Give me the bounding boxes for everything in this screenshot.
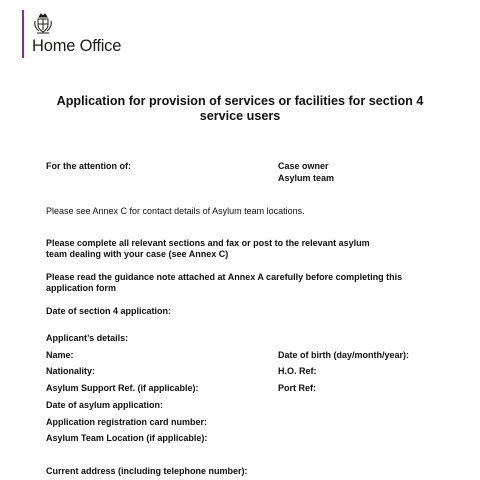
date-of-asylum-application-label: Date of asylum application: (46, 400, 164, 410)
attention-label: For the attention of: (46, 161, 131, 171)
form-title: Application for provision of services or facilities for section 4 service users (56, 94, 424, 123)
asylum-team-location-label: Asylum Team Location (if applicable): (46, 433, 208, 443)
instruction-fax-line-1: Please complete all relevant sections and fax or post to the relevant asylum (46, 238, 370, 248)
instruction-fax-line-2: team dealing with your case (see Annex C) (46, 249, 229, 259)
asylum-support-ref-label: Asylum Support Ref. (if applicable): (46, 383, 199, 393)
instruction-guidance-line-2: application form (46, 283, 117, 293)
date-of-application-label: Date of section 4 application: (46, 306, 172, 316)
royal-crest-icon (32, 12, 54, 34)
logo-accent-bar (22, 10, 24, 58)
current-address-label: Current address (including telephone number): (46, 466, 248, 476)
instruction-guidance-line-1: Please read the guidance note attached at Annex A carefully before completing this (46, 272, 403, 282)
dob-label: Date of birth (day/month/year): (278, 350, 410, 360)
annex-note: Please see Annex C for contact details of Asylum team locations. (46, 206, 305, 216)
name-label: Name: (46, 350, 74, 360)
nationality-label: Nationality: (46, 366, 96, 376)
home-office-logo (22, 10, 152, 58)
applicant-heading: Applicant’s details: (46, 333, 129, 343)
recipient-line-1: Case owner (278, 161, 329, 171)
recipient-line-2: Asylum team (278, 173, 335, 183)
org-name: Home Office (32, 37, 122, 55)
ho-ref-label: H.O. Ref: (278, 366, 317, 376)
arc-number-label: Application registration card number: (46, 417, 208, 427)
port-ref-label: Port Ref: (278, 383, 316, 393)
